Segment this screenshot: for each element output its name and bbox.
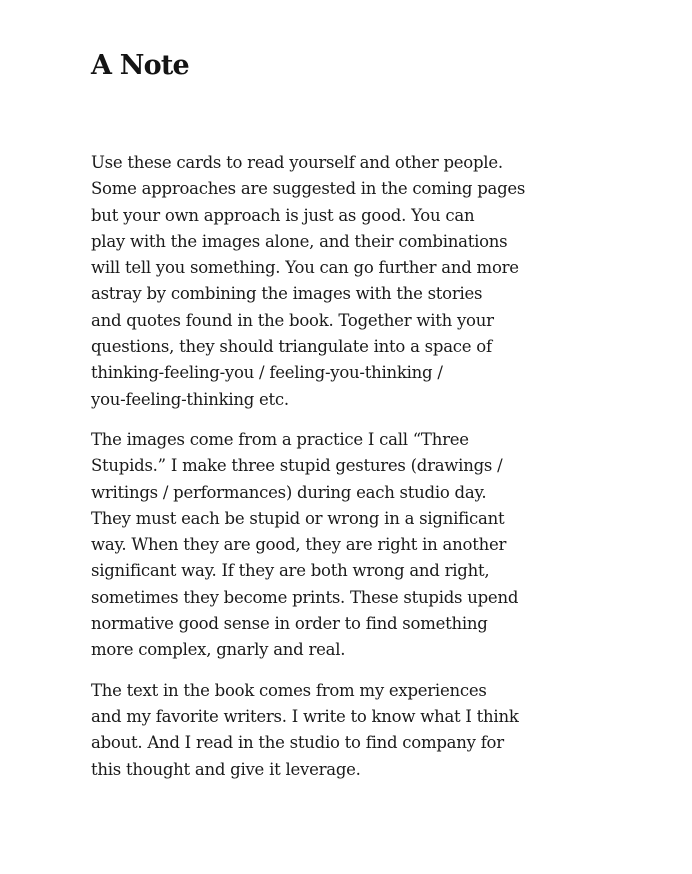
paragraph-line: Stupids.” I make three stupid gestures (drawings /: [91, 456, 503, 476]
paragraph-line: normative good sense in order to find something: [91, 614, 488, 634]
paragraph-line: writings / performances) during each studio day.: [91, 482, 487, 502]
paragraph-3: [91, 678, 561, 783]
paragraph-line: The text in the book comes from my experiences: [91, 680, 487, 700]
paragraph-line: Use these cards to read yourself and other people.: [91, 153, 503, 172]
paragraph-line: and quotes found in the book. Together with your: [91, 310, 494, 330]
paragraph-line: way. When they are good, they are right in another: [91, 535, 507, 555]
paragraph-1: [91, 150, 561, 413]
paragraph-line: sometimes they become prints. These stupids upend: [91, 587, 519, 607]
paragraph-line: about. And I read in the studio to find company for: [91, 733, 504, 753]
paragraph-line: Some approaches are suggested in the coming pages: [91, 179, 526, 199]
paragraph-line: you-feeling-thinking etc.: [91, 389, 289, 409]
body-text: [91, 150, 561, 797]
paragraph-line: more complex, gnarly and real.: [91, 640, 346, 660]
paragraph-2: [91, 427, 561, 664]
paragraph-line: and my favorite writers. I write to know what I think: [91, 706, 519, 726]
paragraph-line: play with the images alone, and their combinations: [91, 231, 508, 251]
paragraph-line: questions, they should triangulate into a space of: [91, 337, 492, 357]
paragraph-line: significant way. If they are both wrong and right,: [91, 561, 490, 581]
paragraph-line: astray by combining the images with the stories: [91, 284, 483, 304]
paragraph-line: but your own approach is just as good. You can: [91, 205, 475, 225]
paragraph-line: thinking-feeling-you / feeling-you-thinking /: [91, 363, 443, 383]
paragraph-line: will tell you something. You can go further and more: [91, 258, 519, 278]
paragraph-line: this thought and give it leverage.: [91, 759, 361, 779]
paragraph-line: They must each be stupid or wrong in a significant: [91, 508, 505, 528]
page-title: A Note: [91, 50, 189, 81]
paragraph-line: The images come from a practice I call “Three: [91, 429, 469, 449]
